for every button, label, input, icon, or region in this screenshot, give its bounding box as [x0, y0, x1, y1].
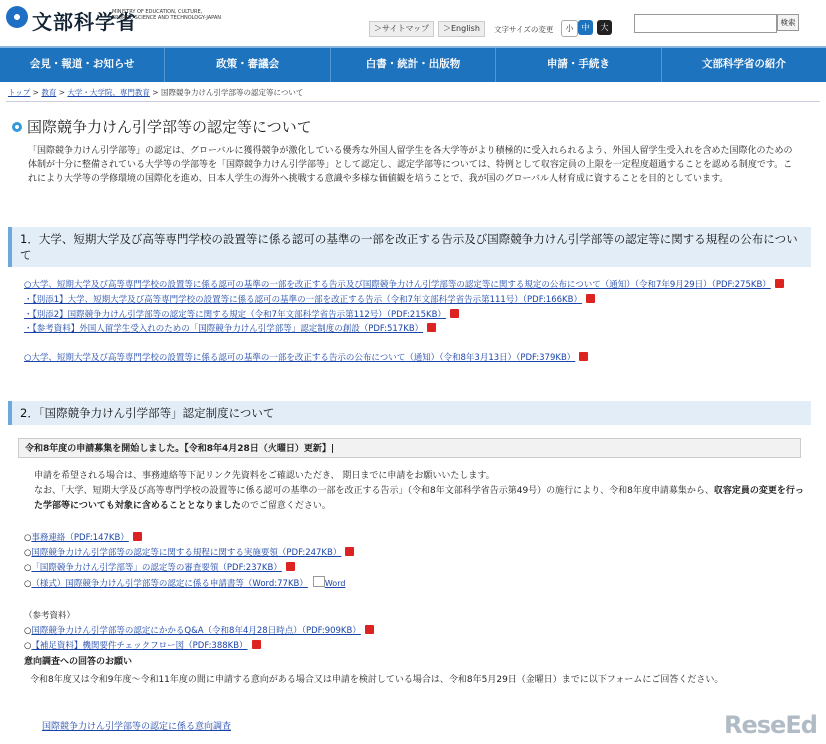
application-paragraph: 申請を希望される場合は、事務連絡等下記リンク先資料をご確認いただき、 期日までに申請をお願いいたします。 なお、「大学、短期大学及び高等専門学校の設置等に係る認可の基準の一部を改正する告示」（令和8年文部科学省告示第49号）の施行により、令和8年度申請募集から、収容定員の変更を行った学部等についても対象に含めることとなりましたのでご留意ください。 [34, 471, 804, 511]
pdf-icon [586, 294, 595, 303]
survey-text: 令和8年度又は令和9年度～令和11年度の間に申請する意向がある場合又は申請を検討している場合は、令和8年5月29日（金曜日）までに以下フォームにご回答ください。 [30, 675, 724, 685]
application-announcement: 令和8年度の申請募集を開始しました。【令和8年4月28日（火曜日）更新】| [18, 438, 801, 458]
english-link[interactable]: ＞English [438, 21, 485, 37]
reference-label: （参考資料） [24, 611, 76, 621]
section1-heading: 1．大学、短期大学及び高等専門学校の設置等に係る認可の基準の一部を改正する告示及び国際競争力けん引学部等の認定等に関する規程の公布について [8, 227, 811, 267]
pdf-icon [252, 640, 261, 649]
breadcrumb: トップ > 教育 > 大学・大学院、専門教育 > 国際競争力けん引学部等の認定等について [8, 88, 304, 97]
notice-link[interactable]: ○大学、短期大学及び高等専門学校の設置等に係る認可の基準の一部を改正する告示及び国際競争力けん引学部等の認定等に関する規定の公布について（通知）（令和7年9月29日）（PDF:275KB） [24, 280, 771, 290]
attachment2-link[interactable]: ・【別添2】国際競争力けん引学部等の認定等に関する規定（令和7年文部科学省告示第112号）（PDF:215KB） [24, 309, 446, 320]
nav-item-publications[interactable]: 白書・統計・出版物 [331, 48, 496, 82]
implementation-guideline-link[interactable]: 国際競争力けん引学部等の認定等に関する規程に関する実施要領（PDF:247KB） [31, 548, 342, 558]
title-bullet-icon [12, 122, 22, 132]
amendment-notice-link[interactable]: ○大学、短期大学及び高等専門学校の設置等に係る認可の基準の一部を改正する告示の公布について（通知）（令和8年3月13日）（PDF:379KB） [24, 353, 576, 364]
section1-links [24, 278, 804, 366]
breadcrumb-current: 国際競争力けん引学部等の認定等について [160, 88, 304, 97]
word-icon-alt[interactable]: Word [324, 579, 346, 588]
pdf-icon [579, 352, 588, 361]
page-title: 国際競争力けん引学部等の認定等について [27, 118, 312, 136]
breadcrumb-link-education[interactable]: 教育 [41, 88, 57, 97]
nav-item-about[interactable]: 文部科学省の紹介 [701, 58, 786, 70]
nav-item-applications[interactable]: 申請・手続き [496, 48, 661, 82]
pdf-icon [286, 562, 295, 571]
word-icon [313, 576, 325, 587]
nav-item-policy[interactable]: 政策・審議会 [165, 48, 330, 82]
ministry-emblem-icon [6, 6, 28, 28]
breadcrumb-link-top[interactable]: トップ [8, 88, 31, 97]
font-size-small-button[interactable]: 小 [561, 20, 578, 37]
pdf-icon [365, 625, 374, 634]
survey-heading: 意向調査への回答のお願い [24, 657, 133, 667]
pdf-icon [133, 532, 142, 541]
site-header [0, 0, 826, 46]
application-form-link[interactable]: （様式）国際競争力けん引学部等の認定に係る申請書等（Word:77KB） [31, 579, 308, 589]
divider [6, 101, 820, 102]
survey-link[interactable]: 国際競争力けん引学部等の認定に係る意向調査 [42, 722, 232, 732]
intro-paragraph: 「国際競争力けん引学部等」の認定は、グローバルに獲得競争が激化している優秀な外国人留学生を各大学等がより積極的に受入れられるよう、外国人留学生受入れを含めた国際化のための体制が十分に整備されている大学等の学部等を「国際競争力けん引学部等」として認定し、認定学部等については、特例として収容定員の上限を一定程度超過することを認める制度です。これにより大学等の学修環境の国際化を進め、日本人学生の海外へ挑戦する意識や多様な価値観を培うことで、我が国のグローバル人材育成に資することを目的としています。 [28, 146, 793, 184]
font-size-medium-button[interactable]: 中 [578, 20, 593, 35]
emphasis-text: 収容定員の変更を行った学部等についても対象に含めることとなりました [34, 486, 804, 511]
pdf-icon [450, 309, 459, 318]
nav-item-news[interactable]: 会見・報道・お知らせ [0, 48, 165, 82]
global-nav [0, 46, 826, 82]
resemom-watermark: ReseEd [724, 711, 817, 739]
pdf-icon [345, 547, 354, 556]
search-input[interactable] [634, 14, 777, 33]
breadcrumb-link-university[interactable]: 大学・大学院、専門教育 [67, 88, 150, 97]
font-size-label: 文字サイズの変更 [494, 25, 554, 34]
faq-link[interactable]: 国際競争力けん引学部等の認定にかかるQ&A（令和8年4月28日時点）（PDF:909KB） [31, 626, 361, 636]
sitemap-link[interactable]: ＞サイトマップ [369, 21, 434, 37]
review-guideline-link[interactable]: 「国際競争力けん引学部等」の認定等の審査要領（PDF:237KB） [31, 563, 282, 573]
pdf-icon [427, 323, 436, 332]
pdf-icon [775, 279, 784, 288]
reference-material-link[interactable]: ・【参考資料】外国人留学生受入れのための「国際競争力けん引学部等」認定制度の創設（PDF:517KB） [24, 324, 424, 335]
checkflow-link[interactable]: 【補足資料】機関要件チェックフロー図（PDF:388KB） [31, 641, 248, 651]
section2-heading: 2．「国際競争力けん引学部等」認定制度について [8, 401, 811, 425]
office-notice-link[interactable]: 事務連絡（PDF:147KB） [31, 533, 129, 543]
section2-links: ○事務連絡（PDF:147KB） ○国際競争力けん引学部等の認定等に関する規程に関する実施要領（PDF:247KB） ○「国際競争力けん引学部等」の認定等の審査要領（PDF:237KB） ○（様式）国際競争力けん引学部等の認定に係る申請書等（Word:77KB） Word [24, 531, 804, 592]
font-size-large-button[interactable]: 大 [597, 20, 612, 35]
attachment1-link[interactable]: ・【別添1】大学、短期大学及び高等専門学校の設置等に係る認可の基準の一部を改正する告示（令和7年文部科学省告示第111号）（PDF:166KB） [24, 294, 582, 305]
reference-section: （参考資料） ○国際競争力けん引学部等の認定にかかるQ&A（令和8年4月28日時点）（PDF:909KB） ○【補足資料】機関要件チェックフロー図（PDF:388KB） [24, 609, 374, 654]
site-logo[interactable]: 文部科学省 [32, 10, 137, 34]
site-logo-subtitle: MINISTRY OF EDUCATION, CULTURE, SPORTS, SCIENCE AND TECHNOLOGY-JAPAN [112, 9, 222, 21]
search-button[interactable]: 検索 [777, 14, 799, 31]
